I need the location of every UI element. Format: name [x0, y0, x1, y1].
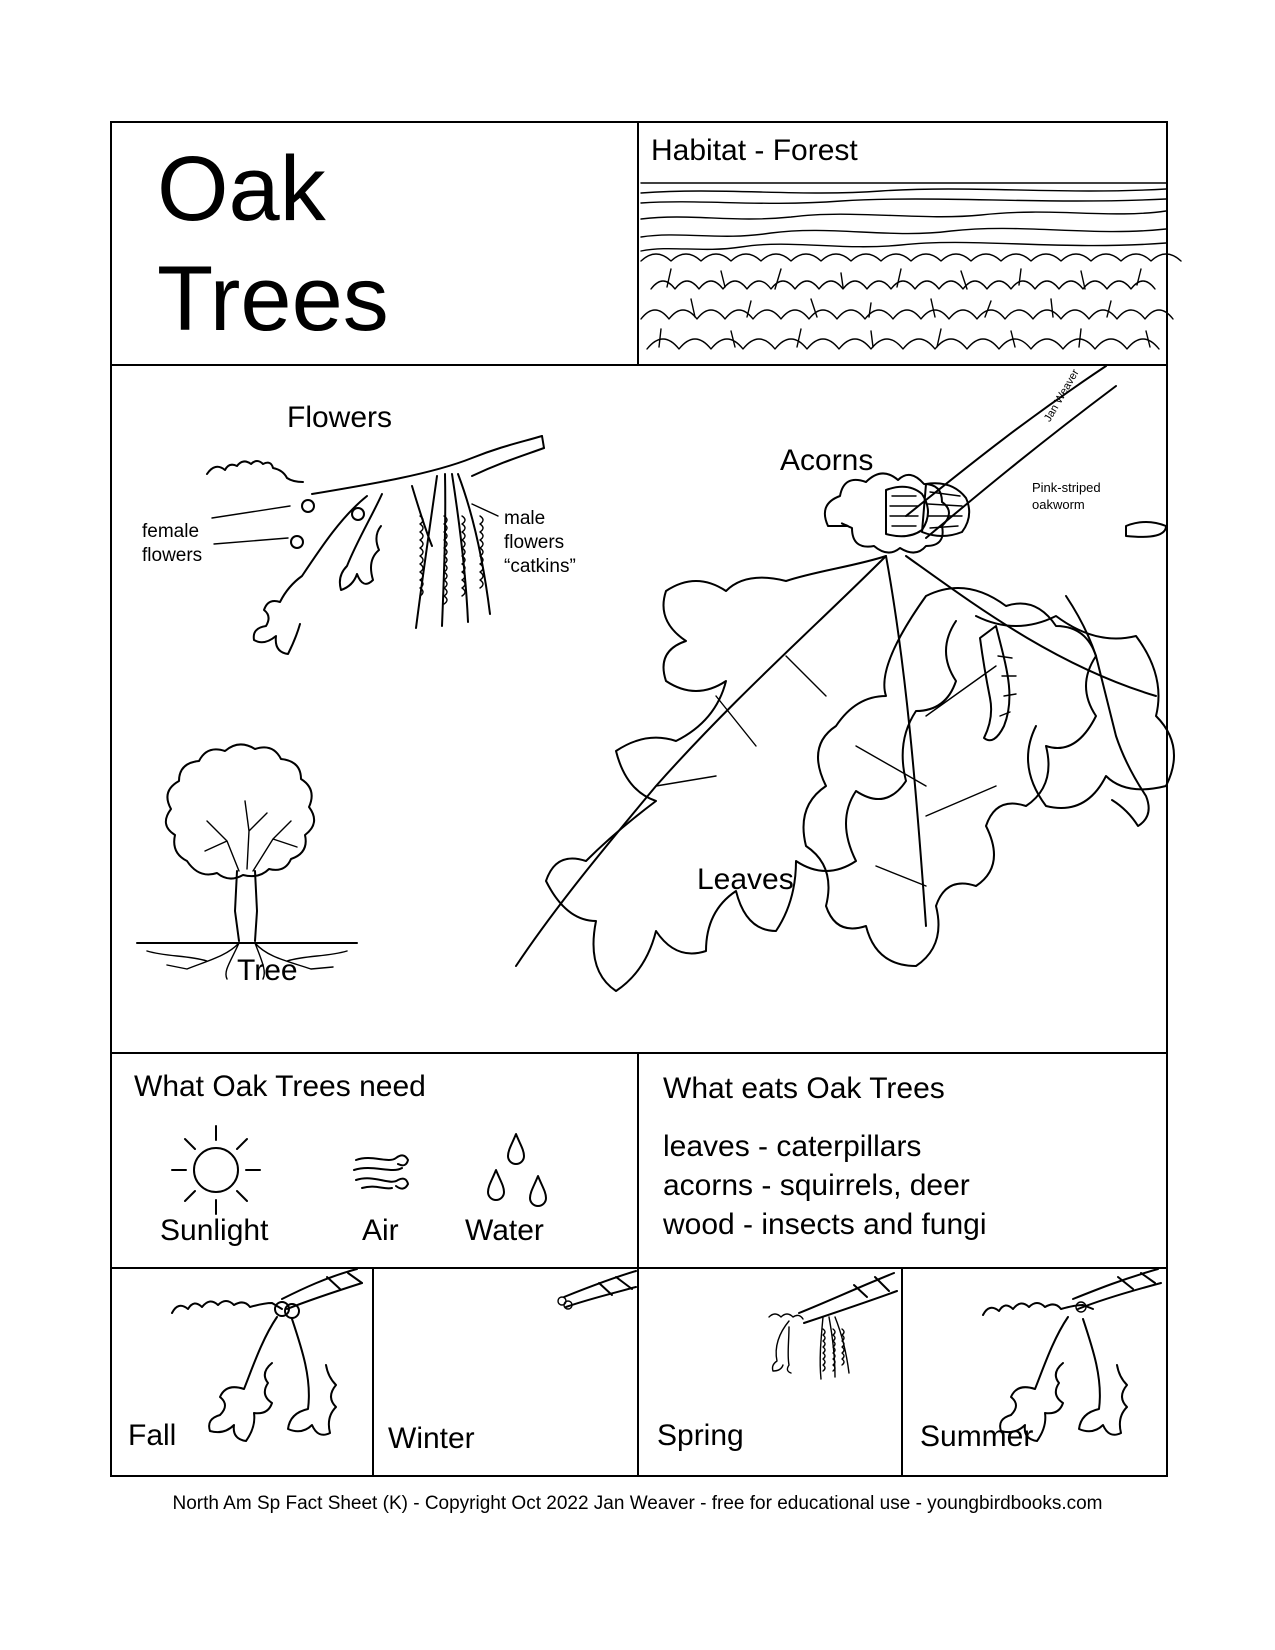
female-flowers-label-1: female — [142, 521, 200, 542]
season-label-spring: Spring — [657, 1419, 744, 1452]
flowers-label: Flowers — [287, 401, 393, 434]
tree-label: Tree — [237, 954, 298, 987]
summer-branch-illustration — [903, 1269, 1166, 1439]
oakworm-label-2: oakworm — [1032, 497, 1085, 512]
oak-tree-illustration — [127, 721, 367, 981]
male-flowers-label-3: “catkins” — [504, 556, 576, 577]
spring-branch-illustration — [639, 1269, 903, 1389]
title-line-1: Oak — [157, 138, 326, 240]
season-label-winter: Winter — [388, 1422, 475, 1455]
predators-cell — [639, 1054, 1166, 1269]
artist-signature: Jan Weaver — [1042, 367, 1082, 424]
oakworm-label-1: Pink-striped — [1032, 480, 1101, 495]
habitat-cell — [639, 123, 1166, 366]
need-label-air: Air — [362, 1214, 399, 1247]
season-label-fall: Fall — [128, 1419, 177, 1452]
male-flowers-label-2: flowers — [504, 532, 565, 553]
illustration-cell — [112, 366, 1166, 1054]
habitat-label: Habitat - Forest — [651, 134, 858, 167]
season-label-summer: Summer — [920, 1420, 1034, 1453]
predator-line-2: acorns - squirrels, deer — [663, 1169, 970, 1202]
winter-branch-illustration — [374, 1269, 639, 1329]
sun-icon — [168, 1122, 264, 1218]
title-line-2: Trees — [157, 248, 389, 350]
female-flowers-label-2: flowers — [142, 545, 203, 566]
need-label-sunlight: Sunlight — [160, 1214, 269, 1247]
fact-sheet — [110, 121, 1168, 1477]
predators-heading: What eats Oak Trees — [663, 1072, 945, 1105]
oak-leaves-acorns-illustration — [456, 366, 1166, 1056]
season-cell-winter — [374, 1269, 639, 1475]
water-drops-icon — [484, 1132, 554, 1212]
title-cell — [112, 123, 639, 366]
acorns-label: Acorns — [780, 444, 874, 477]
season-cell-summer — [903, 1269, 1166, 1475]
footer-copyright: North Am Sp Fact Sheet (K) - Copyright Oct 2022 Jan Weaver - free for educational use - youngbirdbooks.com — [172, 1493, 1103, 1514]
forest-landscape-illustration — [641, 179, 1166, 364]
season-cell-spring — [639, 1269, 903, 1475]
needs-cell — [112, 1054, 639, 1269]
need-label-water: Water — [465, 1214, 544, 1247]
predator-line-1: leaves - caterpillars — [663, 1130, 922, 1163]
wind-icon — [352, 1150, 412, 1194]
male-flowers-label-1: male — [504, 508, 546, 529]
predator-line-3: wood - insects and fungi — [663, 1208, 987, 1241]
needs-heading: What Oak Trees need — [134, 1070, 426, 1103]
leaves-label: Leaves — [697, 863, 794, 896]
season-cell-fall — [112, 1269, 374, 1475]
